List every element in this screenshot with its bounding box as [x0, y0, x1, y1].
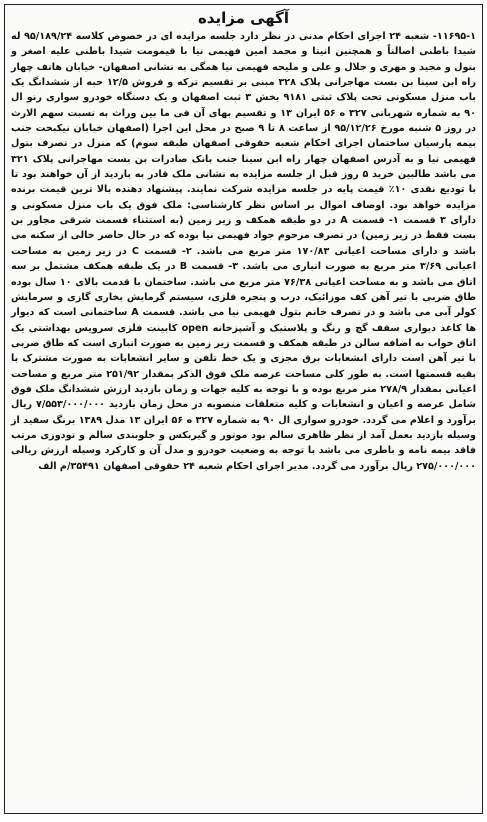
- notice-body: [5, 29, 482, 474]
- notice-title: آگهی مزایده: [197, 9, 290, 27]
- notice-paragraph: ۱۱۶۹۵-۱- شعبه ۲۴ اجرای احکام مدنی در نظر دارد جلسه مزایده ای در خصوص کلاسه ۹۵/۱۸۹/۲۴ له شیدا باطنی اصالتاً و همچنین انیتا و محمد امین فهیمی نیا با قیمومت شیدا باطنی علیه اصغر و بتول و مجید و مهری و جلال و علی و ملیحه فهیمی نیا همگی به نشانی اصفهان- خیابان هاتف چهار راه ابن سینا بن بست مهاجرانی پلاک ۳۲۸ مبنی بر تقسیم ترکه و فروش ۱۲/۵ حبه از ششدانگ یک باب منزل مسکونی تحت پلاک ثبتی ۹۱۸۱ بخش ۳ ثبت اصفهان و یک دستگاه خودرو سواری رنو ال ۹۰ به شماره شهربانی ۳۲۷ ه ۵۶ ایران ۱۳ و تقسیم بهای آن فی ما بین وراث به نسبت سهم الارث در روز ۵ شنبه مورخ ۹۵/۱۲/۲۶ از ساعت ۸ تا ۹ صبح در محل این اجرا (اصفهان خیابان نیکبخت جنب بیمه پارسیان ساختمان اجرای احکام شعبه حقوقی اصفهان طبقه سوم) که منزل در تصرف بتول فهیمی نیا و به آدرس اصفهان چهار راه ابن سینا جنب بانک صادرات بن بست مهاجرانی پلاک ۳۲۱ می باشد طالبین خرید ۵ روز قبل از جلسه مزایده به نشانی ملک قادر به بازدید از آن خواهند بود تا با تودیع نقدی ۱۰٪ قیمت پایه در جلسه مزایده شرکت نمایند. پیشنهاد دهنده بالا ترین قیمت برنده مزایده خواهد بود. اوصاف اموال بر اساس نظر کارشناسی: ملک فوق یک باب منزل مسکونی و دارای ۳ قسمت ۱- قسمت A در دو طبقه همکف و زیر زمین (به استثناء قسمت شرقی مجاور بن بست فقط در زیر زمین) در تصرف مرحوم جواد فهیمی نیا بوده که در حال حاضر خالی از سکنه می باشد و دارای مساحت اعیانی ۱۷۰/۸۳ متر مربع می باشد. ۲- قسمت C در زیر زمین به مساحت اعیانی ۳/۶۹ متر مربع به صورت انباری می باشد. ۳- قسمت B در یک طبقه همکف مشتمل بر سه اتاق می باشد و به مساحت اعیانی ۷۶/۳۸ متر مربع می باشد. ساختمان با قدمت بالای ۱۰ سال بوده طاق ضربی با تیر آهن کف موزائیک، درب و پنجره فلزی، سیستم گرمایش بخاری گازی و سرمایش کولر آبی می باشد و در تصرف خانم بتول فهیمی نیا می باشد. قسمت A ساختمانی است که دیوار ها کاغذ دیواری سقف گچ و رنگ و پلاستیک و آشپزخانه open کابینت فلزی سرویس بهداشتی یک اتاق خواب به اضافه سالن در طبقه همکف و قسمت زیر زمین به صورت انباری است که طاق ضربی با تیر آهن است دارای انشعابات برق مجزی و یک خط تلفن و سایر انشعابات به صورت مشترک با بقیه قسمتها است. به طور کلی مساحت عرصه ملک فوق الذکر بمقدار ۲۵۱/۹۲ متر مربع و مساحت اعیانی بمقدار ۲۷۸/۹ متر مربع بوده و با توجه به کلیه جهات و زمان بازدید ارزش ششدانگ ملک فوق شامل عرصه و اعیان و انشعابات و کلیه متعلقات منصوبه در محل زمان بازدید ۷/۵۵۳/۰۰۰/۰۰۰ ریال برآورد و اعلام می گردد. خودرو سواری ال ۹۰ به شماره ۳۲۷ ه ۵۶ ایران ۱۳ مدل ۱۳۸۹ برنگ سفید از وسیله بازدید بعمل آمد از نظر ظاهری سالم بود موتور و گیربکس و جلوبندی سالم و تودوزی مرتب فاقد بیمه نامه و باطری می باشد با توجه به وضعیت خودرو و مدل آن و کارکرد وسیله ارزش ریالی ۲۷۵/۰۰۰/۰۰۰ ریال برآورد می گردد. مدیر اجرای احکام شعبه ۲۴ حقوقی اصفهان ۳۵۴۹۱/م الف: [11, 31, 477, 472]
- newspaper-notice: [4, 4, 483, 814]
